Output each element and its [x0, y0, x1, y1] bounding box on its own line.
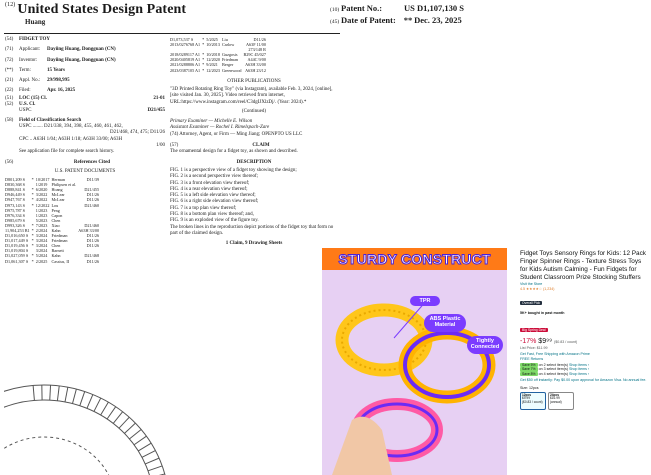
- reference-cell: D21/460: [84, 222, 100, 228]
- reference-cell: D11/26: [86, 258, 100, 264]
- reference-cell: *: [31, 192, 34, 198]
- coupon-badge[interactable]: Save 5%: [522, 362, 536, 367]
- patent-header-right: [330, 3, 650, 27]
- description-title: DESCRIPTION: [236, 159, 272, 165]
- ring-tick: [72, 389, 76, 403]
- reference-cell: D1,061,307 S: [5, 258, 29, 264]
- rating[interactable]: 4.5 ★★★★☆ (1,234): [520, 286, 555, 291]
- coupon-text: on 4 select item(s): [537, 371, 569, 376]
- refs-title: References Cited: [73, 160, 111, 166]
- right-reference-cell: 2013/0276768 A1: [170, 42, 201, 48]
- reference-cell: McLear: [51, 192, 65, 198]
- uspc-row: USPC D21/455: [19, 108, 165, 114]
- date-marks: **: [403, 15, 413, 25]
- banner: STURDY CONSTRUCT: [322, 248, 507, 270]
- reference-cell: Friedman: [51, 233, 68, 239]
- hand: [332, 417, 392, 475]
- claim-title: CLAIM: [252, 143, 270, 149]
- invention-title: FIDGET TOY: [19, 37, 50, 42]
- other-pubs-text: "3D Printed Rotating Ring Toy" (via Instagram), available Feb. 3, 2024, [online], [site visited Jan. 30, 2025]. Video retrieved from internet, URL:https://www.instagram.com/reel/C3dgIJXlzDj/. (Year: 2024).*: [170, 86, 333, 105]
- attorney: (74) Attorney, Agent, or Firm — Ming Jiang; OPENPTO US LLC: [170, 131, 303, 137]
- reference-cell: Lou: [51, 202, 59, 208]
- right-reference-cell: *: [202, 67, 205, 73]
- right-reference-cell: 12/2020: [206, 57, 220, 63]
- ring-tick: [50, 385, 51, 400]
- reference-cell: D975,787 S: [5, 207, 26, 213]
- reference-cell: 1/2023: [35, 207, 48, 213]
- reference-cell: Peng: [51, 207, 60, 213]
- patent-header-left: [5, 2, 235, 26]
- coupons: [520, 363, 648, 377]
- reference-cell: Xiao: [51, 222, 60, 228]
- patent-number: US D1,107,130 S: [404, 3, 464, 13]
- reference-cell: Cassius, II: [51, 258, 70, 264]
- coupon-link[interactable]: Shop items ›: [568, 371, 590, 376]
- reference-cell: D830,368 S: [5, 182, 26, 188]
- ring-tick: [113, 412, 122, 424]
- description-line: FIG. 6 is a right side elevation view thereof;: [170, 199, 259, 205]
- description-line: FIG. 9 is an exploded view of the figure toy.: [170, 218, 259, 224]
- reference-cell: McLear: [51, 197, 65, 203]
- size-option-label: 24pcs: [550, 392, 560, 397]
- right-reference-cell: A63H 33/00: [245, 62, 266, 68]
- reference-cell: Chen: [51, 217, 61, 223]
- right-reference-cell: 2023/0387105 A1: [170, 67, 201, 73]
- claim-text: The ornamental design for a fidget toy, as shown and described.: [170, 149, 298, 155]
- reference-cell: *: [31, 243, 34, 249]
- right-reference-cell: 273/148 R: [248, 47, 266, 53]
- reference-cell: Friedman: [51, 238, 68, 244]
- reference-cell: D946,449 S: [5, 192, 26, 198]
- right-reference-cell: A63H 23/12: [245, 67, 266, 73]
- right-reference-cell: A63F 11/00: [245, 42, 266, 48]
- description-line: FIG. 8 is a bottom plan view thereof; and,: [170, 212, 254, 217]
- term-row: (**) Term: 15 Years: [5, 67, 66, 73]
- description-line: FIG. 3 is a front elevation view thereof;: [170, 180, 250, 186]
- right-reference-cell: B29C 45/027: [243, 52, 266, 58]
- reference-cell: 3/2024: [35, 238, 48, 244]
- right-reference-cell: Guzgosis: [221, 52, 238, 58]
- coupon-badge[interactable]: Save 8%: [522, 371, 536, 376]
- code-10: (10): [330, 7, 340, 13]
- inventor-row: (72) Inventor: Dayiing Huang, Dongguan (CN): [5, 57, 116, 63]
- reference-cell: D11/26: [86, 192, 100, 198]
- reference-cell: 2/2025: [35, 258, 48, 264]
- reference-cell: Kahn: [51, 227, 61, 233]
- loc-row: (51) LOC (15) Cl. 21-01: [5, 95, 165, 101]
- us-cl-row: (52) U.S. Cl.: [5, 102, 36, 108]
- right-references-table: [170, 37, 268, 73]
- reference-cell: 11,904,253 B1: [5, 227, 30, 233]
- unit-price: ($0.83 / count): [554, 339, 578, 344]
- right-reference-cell: Greenwood: [221, 67, 242, 73]
- reference-cell: D11/39: [86, 177, 100, 183]
- ring-tick: [87, 395, 93, 409]
- uspc-class: D21/455: [147, 108, 165, 114]
- reference-cell: Capon: [51, 212, 63, 218]
- reference-cell: 3/2024: [35, 233, 48, 239]
- reference-cell: D11/26: [86, 197, 100, 203]
- reference-cell: Hoang: [51, 187, 63, 193]
- coupon-link[interactable]: Shop items ›: [568, 362, 590, 367]
- reference-cell: 3/2024: [35, 248, 48, 254]
- reference-cell: D888,841 S: [5, 187, 26, 193]
- ring-tick: [107, 407, 116, 419]
- ring-tick: [94, 398, 101, 411]
- reference-cell: D993,326 S: [5, 222, 26, 228]
- listing-title[interactable]: Fidget Toys Sensory Rings for Kids: 12 Pack Finger Spinner Rings - Texture Stress Toys for Kids Autism Calming - Fun Fidgets for Student Classroom Prize Stocking Stuffers: [520, 250, 646, 281]
- reference-cell: Kahn: [51, 253, 61, 259]
- size-option[interactable]: [520, 392, 546, 410]
- reference-cell: D1,017,449 S: [5, 238, 29, 244]
- right-reference-cell: Berger: [221, 62, 234, 68]
- size-options: [520, 392, 648, 410]
- ring-tick: [80, 392, 85, 406]
- card-offer[interactable]: Get $50 off instantly: Pay $0.00 upon approval for Amazon Visa. No annual fee.: [520, 378, 647, 383]
- right-reference-cell: 2021/0288806 A1: [170, 62, 201, 68]
- reference-cell: Herman: [51, 177, 65, 183]
- reference-cell: 6/2020: [35, 187, 48, 193]
- listing-info: [520, 250, 648, 410]
- reference-cell: D973,143 S: [5, 202, 26, 208]
- inventor-surname: Huang: [25, 18, 46, 26]
- price: $9⁹⁹: [538, 337, 553, 345]
- reference-cell: *: [31, 253, 34, 259]
- reference-cell: *: [31, 238, 34, 244]
- right-reference-cell: Carlow: [221, 42, 235, 48]
- reference-cell: Barnett: [51, 248, 64, 254]
- reference-cell: D21/468: [84, 253, 100, 259]
- title-row: (54) FIDGET TOY: [5, 37, 50, 42]
- term: 15 Years: [47, 67, 66, 73]
- reference-cell: *: [31, 187, 34, 193]
- right-reference-row: [170, 68, 268, 73]
- description-line: The broken lines in the reproduction depict portions of the fidget toy that form no part of the claimed design.: [170, 224, 334, 236]
- coupon-badge[interactable]: Save 7%: [522, 367, 536, 372]
- bubble-abs: ABS Plastic Material: [424, 314, 466, 332]
- right-reference-cell: 2020/0405819 A1: [170, 57, 201, 63]
- reference-cell: D985,679 S: [5, 217, 26, 223]
- reference-cell: *: [31, 197, 34, 203]
- list-price: List Price: $11.99: [520, 345, 548, 350]
- design-figure: [4, 305, 304, 475]
- reference-cell: 3/2022: [35, 192, 48, 198]
- ring-tick: [138, 443, 151, 451]
- inventor: Dayiing Huang, Dongguan (CN): [47, 57, 116, 63]
- reference-row: [5, 203, 101, 208]
- appl-no-row: (21) Appl. No.: 29/998,995: [5, 78, 70, 84]
- store-link[interactable]: Visit the Store: [520, 282, 543, 286]
- ring-tick: [148, 466, 162, 471]
- free-returns[interactable]: FREE Returns: [520, 356, 544, 361]
- reference-cell: D1,027,059 S: [5, 253, 29, 259]
- applicant-row: (71) Applicant: Dayiing Huang, Dongguan (CN): [5, 47, 116, 53]
- coupon-text: on 2 select item(s): [537, 362, 569, 367]
- reference-row: [5, 259, 101, 264]
- description-line: FIG. 4 is a rear elevation view thereof;: [170, 186, 248, 192]
- applicant: Dayiing Huang, Dongguan (CN): [47, 47, 116, 53]
- reference-cell: 1/2019: [35, 182, 48, 188]
- prime-shipping[interactable]: Get Fast, Free Shipping with Amazon Prime: [520, 352, 590, 357]
- bubble-tight: Tightly Connected: [467, 336, 503, 354]
- reference-cell: 4/2022: [35, 197, 48, 203]
- bought-count: 5K+ bought in past month: [520, 311, 565, 316]
- field-row: (58) Field of Classification Search: [5, 117, 82, 123]
- ring-tick: [33, 385, 34, 400]
- reference-cell: 2/2024: [35, 227, 48, 233]
- reference-cell: D21/460: [84, 202, 100, 208]
- reference-cell: *: [31, 233, 34, 239]
- reference-cell: D11/26: [86, 238, 100, 244]
- reference-cell: Chen: [51, 243, 61, 249]
- patent-no-label: Patent No.:: [341, 3, 383, 13]
- ring-tick: [101, 402, 109, 415]
- bubble-tpr: TPR: [410, 296, 440, 306]
- ring-tick: [57, 386, 59, 401]
- ring-hidden: [4, 437, 116, 475]
- ring-tick: [134, 436, 146, 445]
- product-image[interactable]: [322, 248, 507, 475]
- code-45: (45): [330, 19, 340, 25]
- filed-row: (22) Filed: Apr. 16, 2025: [5, 88, 76, 94]
- reference-cell: *: [31, 258, 34, 264]
- reference-row: [5, 197, 101, 202]
- size-option-price: $9.99: [522, 396, 530, 401]
- reference-cell: 5/2023: [35, 217, 48, 223]
- code-12: (12): [5, 2, 16, 8]
- references-table: [5, 177, 101, 264]
- reference-cell: *: [31, 202, 34, 208]
- right-reference-cell: *: [202, 37, 205, 42]
- reference-cell: A63H 33/00: [78, 227, 100, 233]
- patent-title: United States Design Patent: [17, 2, 187, 17]
- ring-tick: [65, 387, 68, 402]
- header-rule: [4, 33, 340, 34]
- claim-row: (57) CLAIM: [170, 143, 338, 149]
- coupon-link[interactable]: Shop items ›: [568, 367, 590, 372]
- reference-cell: 10/2017: [35, 177, 50, 183]
- reference-cell: D11/26: [86, 243, 100, 249]
- ring-tick: [129, 429, 141, 438]
- reference-cell: *: [31, 222, 34, 228]
- right-reference-cell: A44C 9/00: [247, 57, 266, 63]
- right-reference-cell: 10/2018: [206, 52, 220, 58]
- refs-title-row: (56) References Cited: [5, 160, 165, 166]
- reference-cell: D1,019,804 S: [5, 248, 29, 254]
- primary-examiner: Primary Examiner — Michelle E. Wilson: [170, 119, 253, 125]
- description-line: FIG. 5 is a left side elevation view thereof;: [170, 193, 256, 199]
- right-reference-cell: D1,073,537 S: [170, 37, 194, 42]
- right-reference-cell: 5/2025: [206, 37, 218, 42]
- right-reference-cell: 2018/0289117 A1: [170, 52, 200, 58]
- field-lines: USPC ........ D21/338, 394, 398, 455, 460, 461, 462, D21/468, 474, 475; D11/26 CPC .. A63H 1/04; A63H 1/18; A63H 33/00; A63H 1/00 See application file for complete search history.: [19, 123, 165, 155]
- reference-cell: 3/2024: [35, 243, 48, 249]
- ring-tick: [124, 423, 135, 433]
- size-option-price: $16.99: [550, 396, 560, 401]
- loc-class: 21-01: [153, 95, 165, 101]
- right-column: [170, 37, 338, 247]
- right-reference-cell: *: [202, 52, 205, 58]
- ring-tick: [142, 451, 155, 458]
- refs-subtitle: U.S. PATENT DOCUMENTS: [54, 168, 116, 174]
- size-option-label: 12pcs: [522, 392, 532, 397]
- drawing-sheets: 1 Claim, 9 Drawing Sheets: [225, 241, 283, 247]
- biblio-column: [5, 37, 165, 264]
- right-reference-cell: D11/26: [253, 37, 266, 42]
- date-label: Date of Patent:: [341, 15, 396, 25]
- patent-date: Dec. 23, 2025: [414, 15, 462, 25]
- ring-tick: [119, 417, 129, 428]
- reference-cell: D1,016,650 S: [5, 233, 29, 239]
- discount: -17%: [520, 337, 537, 345]
- size-option-unit: (annual): [550, 400, 562, 405]
- filed-date: Apr. 16, 2025: [47, 88, 76, 94]
- other-pubs-title: OTHER PUBLICATIONS: [227, 78, 281, 84]
- appl-no: 29/998,995: [47, 78, 70, 84]
- continued: (Continued): [241, 108, 267, 114]
- right-reference-cell: *: [202, 42, 205, 48]
- description-line: FIG. 7 is a top plan view thereof;: [170, 205, 237, 211]
- reference-cell: *: [31, 227, 34, 233]
- size-option-unit: ($0.83 / count): [522, 400, 543, 405]
- reference-cell: D1,019,456 S: [5, 243, 29, 249]
- reference-cell: 7/2023: [35, 222, 48, 228]
- right-reference-cell: *: [202, 62, 205, 68]
- reference-cell: D801,209 S: [5, 177, 26, 183]
- deal-badge: Big Spring Deal: [522, 327, 546, 332]
- reference-cell: 1/2023: [35, 212, 48, 218]
- reference-cell: 5/2024: [35, 253, 48, 259]
- description-line: FIG. 2 is a second perspective view thereof;: [170, 174, 259, 180]
- description-lines: [170, 168, 338, 237]
- right-reference-cell: Friedman: [221, 57, 239, 63]
- coupon-row: [520, 372, 648, 377]
- reference-cell: 12/2022: [35, 202, 50, 208]
- assistant-examiner: Assistant Examiner — Rochel I. Rimelspach-Zare: [170, 125, 270, 131]
- reference-cell: D947,767 S: [5, 197, 26, 203]
- right-reference-cell: 10/2013: [206, 42, 220, 48]
- reference-cell: Philipsen et al.: [51, 182, 77, 188]
- reference-cell: *: [31, 177, 34, 183]
- reference-cell: D976,334 S: [5, 212, 26, 218]
- reference-cell: D11/26: [86, 233, 100, 239]
- right-reference-cell: Liu: [221, 37, 228, 42]
- reference-row: [5, 253, 101, 258]
- ring-tick: [145, 458, 159, 464]
- reference-cell: D21/455: [84, 187, 100, 193]
- coupon-text: on 3 select item(s): [537, 367, 569, 372]
- right-reference-cell: *: [202, 57, 205, 63]
- size-label: Size: 12pcs: [520, 385, 539, 390]
- right-reference-cell: 12/2023: [206, 67, 220, 73]
- description-line: FIG. 1 is a perspective view of a fidget toy showing the design;: [170, 167, 297, 173]
- ring-texture: [33, 385, 169, 475]
- size-option[interactable]: [548, 392, 574, 410]
- right-reference-cell: 9/2021: [206, 62, 218, 68]
- choice-badge: Overall Pick: [522, 301, 541, 306]
